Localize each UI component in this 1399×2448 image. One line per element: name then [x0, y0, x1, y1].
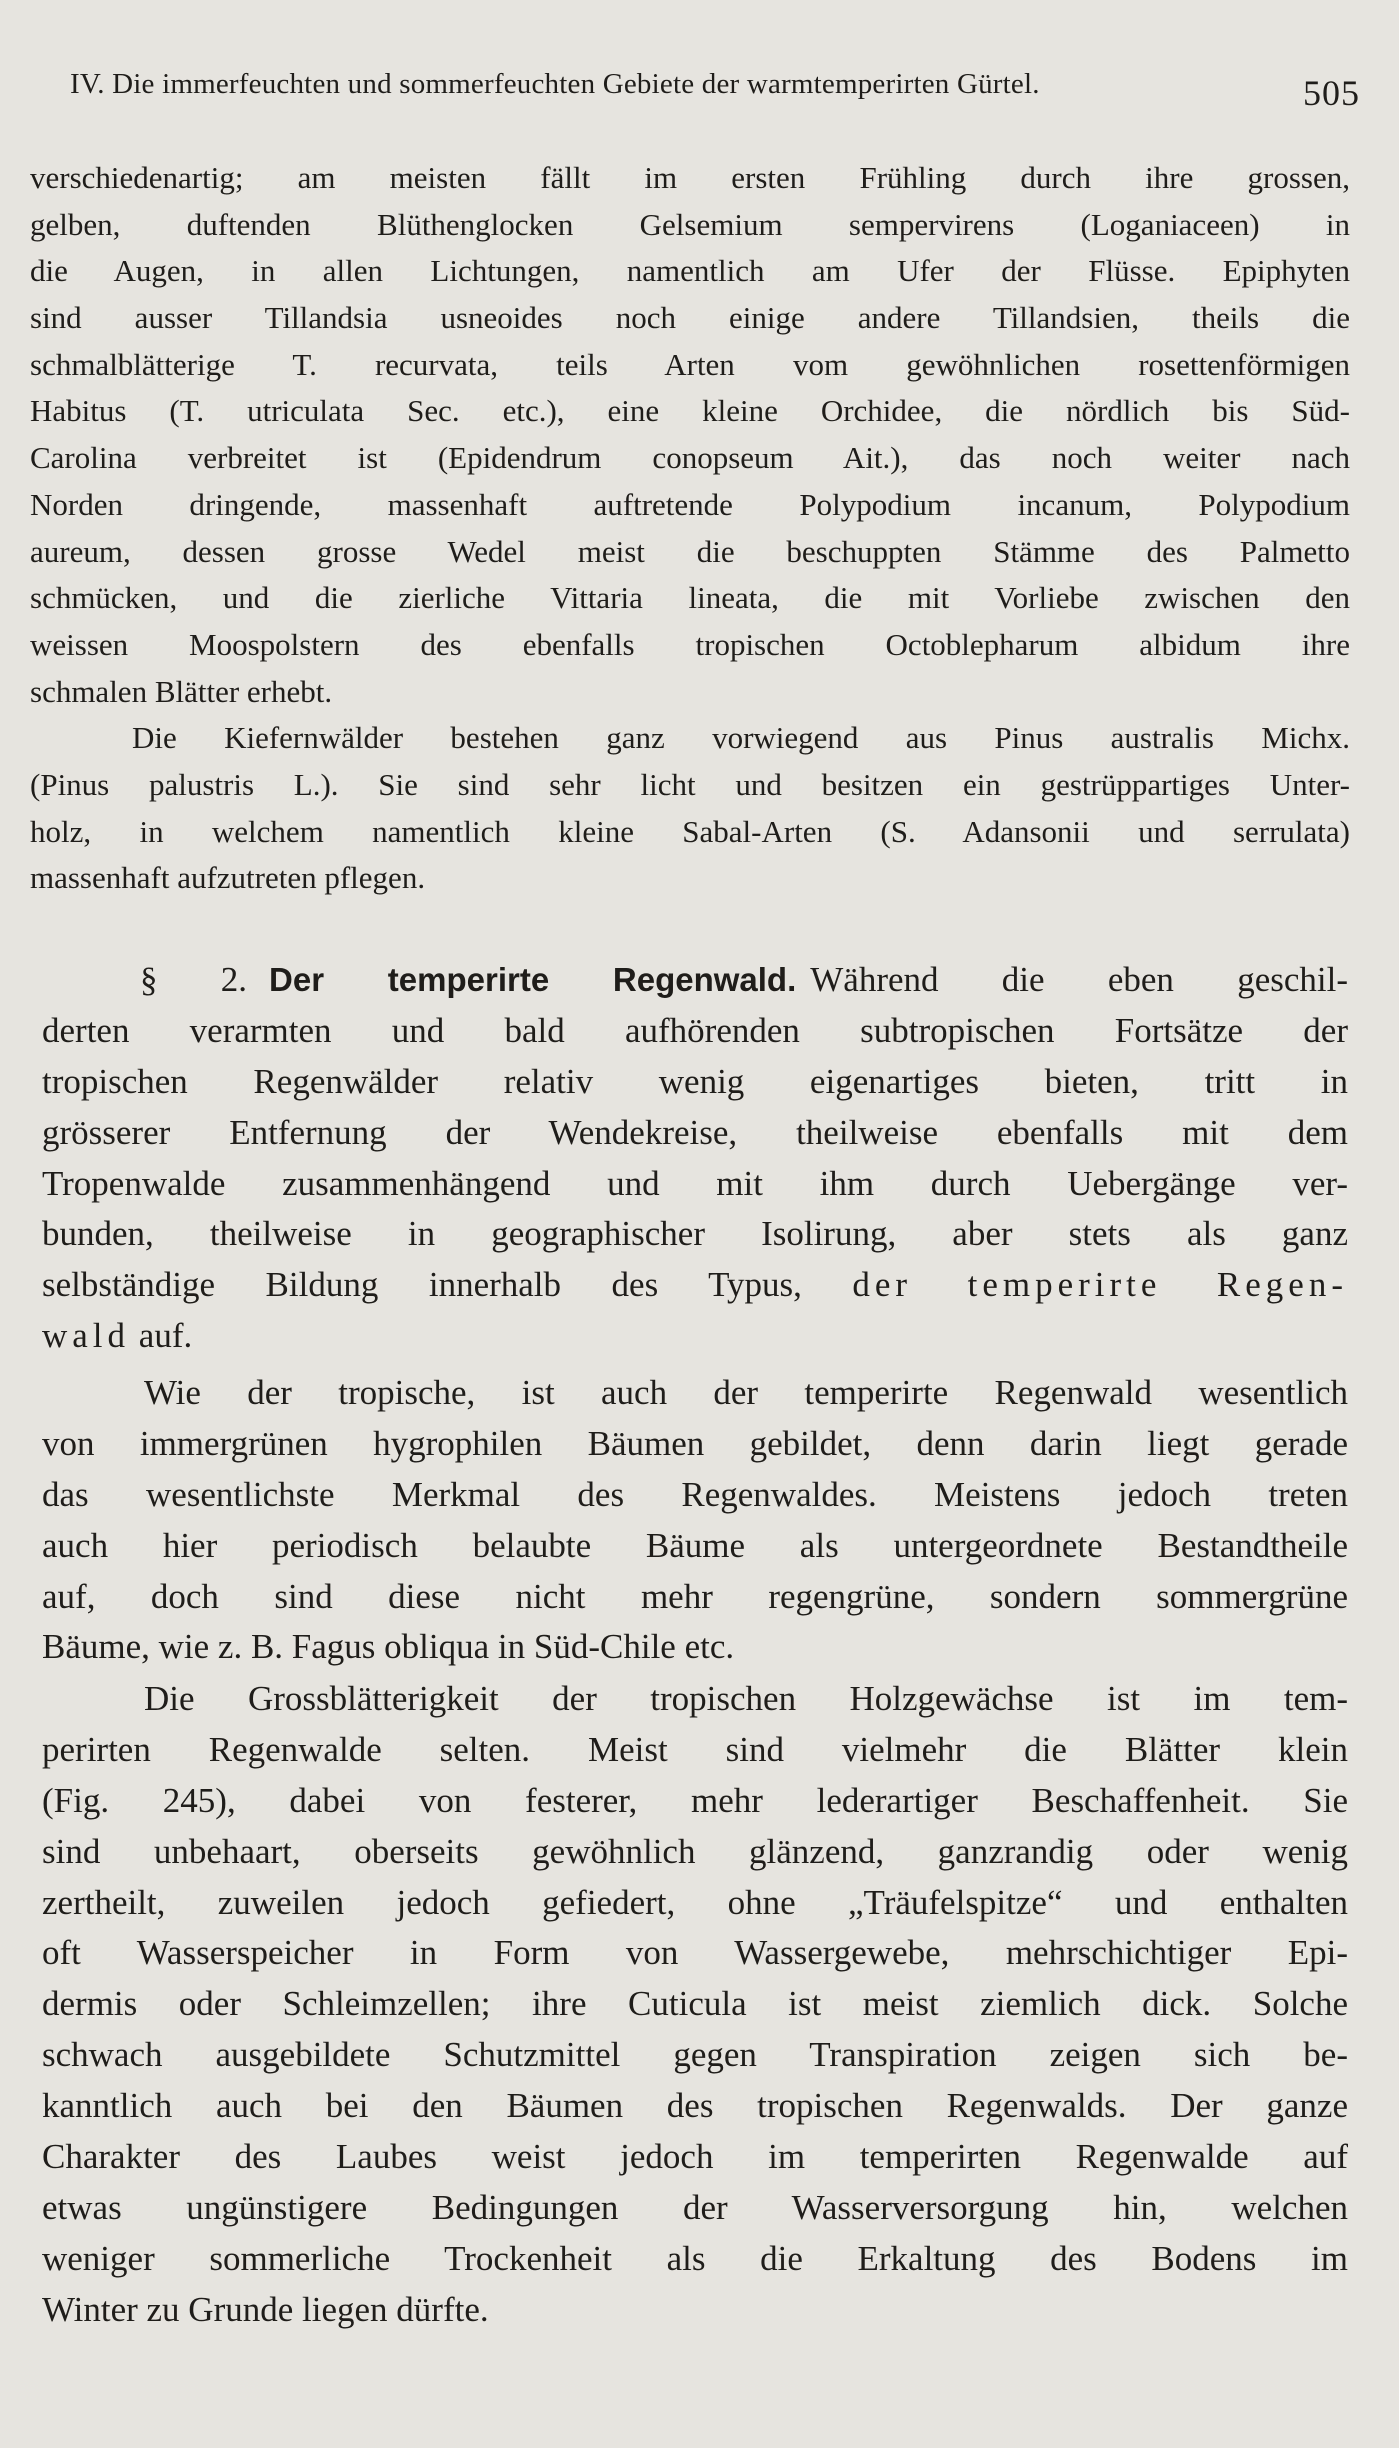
text-line: Carolina verbreitet ist (Epidendrum conopseum Ait.), das noch weiter nach	[30, 440, 1350, 476]
text-line: massenhaft aufzutreten pflegen.	[30, 860, 426, 896]
section-heading-line	[42, 955, 1348, 1006]
running-title: IV. Die immerfeuchten und sommerfeuchten Gebiete der warmtemperirten Gürtel.	[70, 68, 1040, 100]
text-line: Bäume, wie z. B. Fagus obliqua in Süd-Chile etc.	[42, 1627, 735, 1667]
text-line: (Fig. 245), dabei von festerer, mehr lederartiger Beschaffenheit. Sie	[42, 1780, 1348, 1820]
text-line: Habitus (T. utriculata Sec. etc.), eine kleine Orchidee, die nördlich bis Süd-	[30, 393, 1350, 429]
text-line: aureum, dessen grosse Wedel meist die beschuppten Stämme des Palmetto	[30, 533, 1350, 569]
text-line: tropischen Regenwälder relativ wenig eigenartiges bieten, tritt in	[42, 1061, 1348, 1101]
text-line: Die Kiefernwälder bestehen ganz vorwiegend aus Pinus australis Michx.	[132, 720, 1350, 756]
text-line	[42, 1260, 1348, 1311]
text-line: Norden dringende, massenhaft auftretende Polypodium incanum, Polypodium	[30, 486, 1350, 522]
text-line: das wesentlichste Merkmal des Regenwaldes. Meistens jedoch treten	[42, 1474, 1348, 1514]
text-line: grösserer Entfernung der Wendekreise, theilweise ebenfalls mit dem	[42, 1112, 1348, 1152]
section-paragraph	[42, 955, 1348, 1362]
text-line: zertheilt, zuweilen jedoch gefiedert, ohne „Träufelspitze“ und enthalten	[42, 1882, 1348, 1922]
paragraph	[42, 1368, 1348, 1673]
text-line: Winter zu Grunde liegen dürfte.	[42, 2289, 489, 2329]
running-head	[70, 68, 1360, 128]
text-line: weniger sommerliche Trockenheit als die Erkaltung des Bodens im	[42, 2238, 1348, 2278]
text-line: oft Wasserspeicher in Form von Wassergewebe, mehrschichtiger Epi-	[42, 1933, 1348, 1973]
text-line: schmalen Blätter erhebt.	[30, 673, 333, 709]
page-number: 505	[1303, 73, 1360, 113]
text-line: kanntlich auch bei den Bäumen des tropischen Regenwalds. Der ganze	[42, 2086, 1348, 2126]
text-line: Charakter des Laubes weist jedoch im temperirten Regenwalde auf	[42, 2137, 1348, 2177]
text-line: etwas ungünstigere Bedingungen der Wasserversorgung hin, welchen	[42, 2187, 1348, 2227]
text-line	[42, 1311, 1348, 1362]
text-line: schwach ausgebildete Schutzmittel gegen Transpiration zeigen sich be-	[42, 2035, 1348, 2075]
text-line: gelben, duftenden Blüthenglocken Gelsemium sempervirens (Loganiaceen) in	[30, 206, 1350, 242]
text-line: schmalblätterige T. recurvata, teils Arten vom gewöhnlichen rosettenförmigen	[30, 346, 1350, 382]
text-fragment: Während die eben geschil-	[810, 960, 1348, 999]
text-line: sind unbehaart, oberseits gewöhnlich glänzend, ganzrandig oder wenig	[42, 1831, 1348, 1871]
spaced-emphasis: wald	[42, 1316, 131, 1356]
small-print-text	[30, 155, 1350, 902]
text-line: perirten Regenwalde selten. Meist sind vielmehr die Blätter klein	[42, 1729, 1348, 1769]
text-line: die Augen, in allen Lichtungen, namentlich am Ufer der Flüsse. Epiphyten	[30, 253, 1350, 289]
text-line: sind ausser Tillandsia usneoides noch einige andere Tillandsien, theils die	[30, 300, 1350, 336]
text-line: von immergrünen hygrophilen Bäumen gebildet, denn darin liegt gerade	[42, 1423, 1348, 1463]
text-line: verschiedenartig; am meisten fällt im ersten Frühling durch ihre grossen,	[30, 160, 1350, 195]
text-line: bunden, theilweise in geographischer Isolirung, aber stets als ganz	[42, 1214, 1348, 1254]
text-line: weissen Moospolstern des ebenfalls tropischen Octoblepharum albidum ihre	[30, 626, 1350, 662]
text-line: schmücken, und die zierliche Vittaria lineata, die mit Vorliebe zwischen den	[30, 580, 1350, 616]
text-line: Wie der tropische, ist auch der temperirte Regenwald wesentlich	[144, 1373, 1348, 1412]
section-title: Der temperirte Regenwald.	[269, 961, 797, 998]
text-line: derten verarmten und bald aufhörenden subtropischen Fortsätze der	[42, 1010, 1348, 1050]
text-line: Tropenwalde zusammenhängend und mit ihm durch Uebergänge ver-	[42, 1163, 1348, 1203]
text-line: Die Grossblätterigkeit der tropischen Holzgewächse ist im tem-	[144, 1679, 1348, 1718]
spaced-emphasis: der temperirte Regen-	[852, 1265, 1348, 1305]
text-fragment: auf.	[138, 1316, 193, 1356]
text-line: holz, in welchem namentlich kleine Sabal-Arten (S. Adansonii und serrulata)	[30, 813, 1350, 849]
text-line: auch hier periodisch belaubte Bäume als untergeordnete Bestandtheile	[42, 1525, 1348, 1565]
paragraph	[42, 1674, 1348, 2336]
section-number: § 2.	[140, 960, 248, 999]
text-line: dermis oder Schleimzellen; ihre Cuticula ist meist ziemlich dick. Solche	[42, 1984, 1348, 2024]
text-line: auf, doch sind diese nicht mehr regengrüne, sondern sommergrüne	[42, 1576, 1348, 1616]
text-line: (Pinus palustris L.). Sie sind sehr licht und besitzen ein gestrüppartiges Unter-	[30, 766, 1350, 802]
text-fragment: selbständige Bildung innerhalb des Typus,	[42, 1265, 802, 1305]
